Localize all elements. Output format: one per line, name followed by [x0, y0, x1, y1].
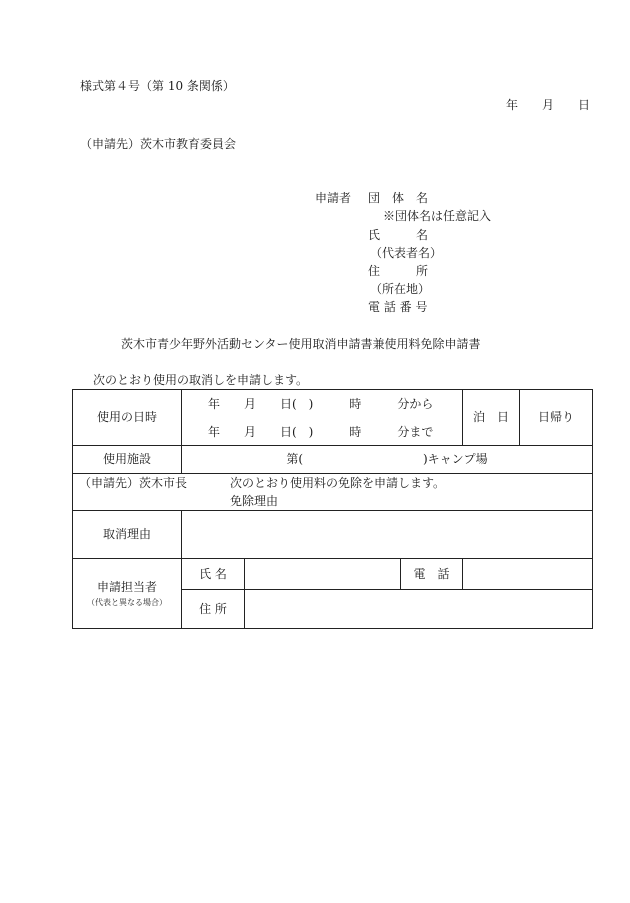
usage-date-field[interactable]	[182, 390, 463, 446]
day-trip-cell[interactable]: 日帰り	[520, 390, 593, 446]
exemption-row	[73, 474, 593, 511]
group-name-label: 団 体 名	[368, 191, 429, 205]
usage-from-row: 年 月 日( ) 時 分から	[208, 397, 434, 411]
contact-phone-label: 電 話	[401, 559, 463, 590]
representative-label: （代表者名）	[370, 246, 443, 260]
usage-date-label: 使用の日時	[73, 390, 182, 446]
usage-date-row	[73, 390, 593, 446]
phone-label: 電 話 番 号	[368, 300, 428, 314]
contact-name-row	[73, 559, 593, 590]
contact-name-field[interactable]	[245, 559, 401, 590]
date-line: 年 月 日	[506, 98, 591, 112]
exemption-text: 次のとおり使用料の免除を申請します。	[230, 476, 446, 490]
cancel-reason-label: 取消理由	[73, 511, 182, 559]
facility-label: 使用施設	[73, 446, 182, 474]
applicant-label: 申請者	[315, 191, 352, 205]
cancel-reason-field[interactable]	[182, 511, 593, 559]
name-label: 氏 名	[368, 228, 429, 242]
contact-name-label: 氏 名	[182, 559, 245, 590]
intro-text: 次のとおり使用の取消しを申請します。	[93, 373, 309, 387]
cancel-reason-row	[73, 511, 593, 559]
contact-person-note: （代表と異なる場合）	[87, 597, 167, 607]
exemption-reason-label: 免除理由	[230, 494, 279, 508]
facility-field[interactable]: 第( )キャンプ場	[182, 446, 593, 474]
application-table	[72, 389, 593, 629]
document-title: 茨木市青少年野外活動センター使用取消申請書兼使用料免除申請書	[121, 337, 481, 351]
facility-row	[73, 446, 593, 474]
contact-person-label: 申請担当者	[96, 579, 157, 594]
recipient: （申請先）茨木市教育委員会	[80, 137, 237, 151]
usage-to-row: 年 月 日( ) 時 分まで	[208, 425, 434, 439]
group-name-note: ※団体名は任意記入	[383, 209, 492, 223]
contact-phone-field[interactable]	[463, 559, 593, 590]
contact-person-label-cell	[73, 559, 182, 629]
address-label: 住 所	[368, 264, 429, 278]
exemption-recipient: （申請先）茨木市長	[79, 476, 188, 490]
location-label: （所在地）	[370, 282, 431, 296]
exemption-cell[interactable]	[73, 474, 593, 511]
form-number: 様式第４号（第 10 条関係）	[80, 79, 235, 93]
nights-cell[interactable]: 泊 日	[463, 390, 520, 446]
contact-address-label: 住 所	[182, 590, 245, 629]
contact-address-field[interactable]	[245, 590, 593, 629]
